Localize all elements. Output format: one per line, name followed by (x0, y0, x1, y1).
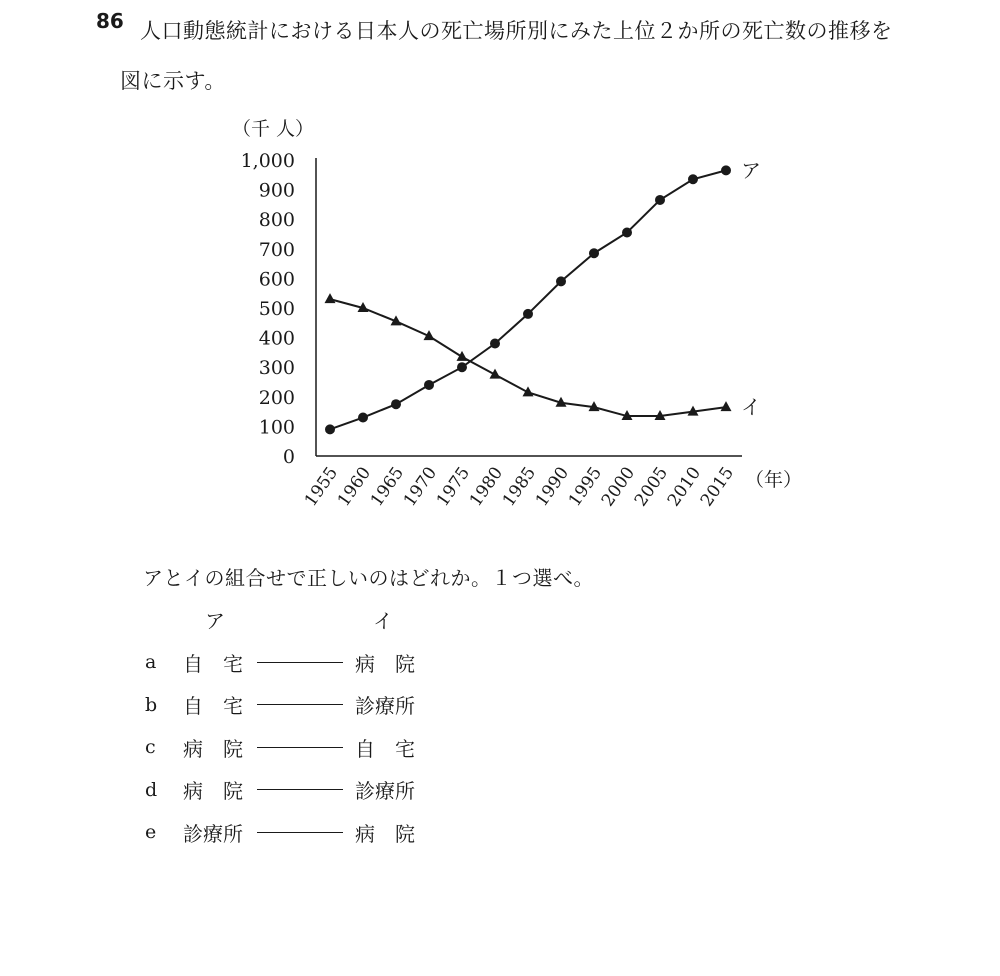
x-tick-label: 2015 (696, 463, 739, 511)
question-prompt: アとイの組合せで正しいのはどれか。１つ選べ。 (143, 566, 594, 590)
answer-option-c[interactable] (145, 732, 435, 762)
data-point-circle (556, 276, 566, 286)
option-choice-a: 自 宅 (183, 651, 243, 676)
x-tick-label: 1965 (366, 463, 409, 511)
data-point-circle (457, 362, 467, 372)
option-choice-b: 病 院 (355, 821, 415, 846)
y-tick-label: 100 (258, 416, 295, 439)
answer-option-b[interactable] (145, 690, 435, 720)
data-point-circle (358, 413, 368, 423)
x-tick-label: 1955 (300, 463, 343, 511)
y-tick-label: 500 (258, 298, 295, 320)
x-tick-label: 1985 (498, 463, 541, 511)
data-point-circle (688, 174, 698, 184)
data-point-circle (655, 195, 665, 205)
y-axis-label: （千 人） (232, 118, 315, 140)
option-letter: e (145, 821, 157, 843)
option-choice-b: 自 宅 (355, 736, 415, 761)
option-choice-a: 自 宅 (183, 694, 243, 718)
series-end-label: ア (741, 158, 761, 183)
data-point-triangle (721, 401, 732, 411)
y-tick-label: 0 (282, 446, 295, 468)
option-choice-b: 病 院 (355, 651, 415, 676)
y-tick-label: 300 (258, 357, 295, 380)
data-point-circle (424, 380, 434, 390)
y-tick-labels (241, 150, 295, 468)
option-connector-line (257, 789, 343, 790)
x-tick-label: 1980 (465, 463, 508, 511)
option-letter: b (145, 693, 158, 716)
data-point-triangle (325, 293, 336, 303)
x-tick-label: 1990 (531, 463, 574, 511)
x-tick-label: 2000 (597, 463, 640, 511)
y-tick-label: 600 (258, 268, 295, 291)
data-point-circle (523, 309, 533, 319)
question-text-line1: 人口動態統計における日本人の死亡場所別にみた上位２か所の死亡数の推移を (140, 19, 893, 43)
option-connector-line (257, 662, 343, 663)
x-axis-unit: （年） (745, 469, 803, 491)
data-point-circle (391, 399, 401, 409)
x-tick-label: 1960 (333, 463, 376, 511)
data-point-circle (622, 228, 632, 238)
x-tick-label: 1995 (564, 463, 607, 511)
x-tick-label: 1975 (432, 463, 475, 511)
y-tick-label: 900 (258, 179, 295, 202)
option-connector-line (257, 704, 343, 705)
option-letter: a (145, 651, 157, 673)
option-choice-b: 診療所 (355, 694, 415, 718)
answer-option-a[interactable] (145, 647, 435, 677)
data-point-circle (721, 165, 731, 175)
y-tick-label: 200 (258, 386, 295, 409)
answer-option-d[interactable] (145, 775, 435, 805)
data-point-circle (325, 424, 335, 434)
question-text-line2: 図に示す。 (120, 69, 226, 93)
options-header-a: ア (205, 609, 225, 633)
series-markers (325, 158, 762, 434)
data-point-circle (589, 248, 599, 258)
option-letter: d (145, 778, 158, 801)
y-tick-label: 800 (258, 209, 295, 232)
option-choice-a: 病 院 (183, 779, 243, 803)
data-point-circle (490, 339, 500, 349)
option-choice-b: 診療所 (355, 779, 415, 803)
y-tick-label: 700 (258, 238, 295, 261)
option-connector-line (257, 832, 343, 833)
y-tick-label: 400 (258, 327, 295, 350)
x-tick-label: 1970 (399, 463, 442, 511)
x-tick-label: 2005 (630, 463, 673, 511)
option-letter: c (145, 736, 156, 758)
option-connector-line (257, 747, 343, 748)
option-choice-a: 診療所 (183, 821, 243, 846)
question-number: 86 (96, 9, 124, 33)
option-choice-a: 病 院 (183, 736, 243, 761)
options-header-b: イ (373, 609, 393, 633)
y-tick-label: 1,000 (240, 150, 295, 172)
x-tick-label: 2010 (663, 463, 706, 511)
x-tick-labels (301, 463, 738, 510)
data-point-triangle (457, 351, 468, 361)
series-end-label: イ (741, 395, 761, 420)
answer-option-e[interactable] (145, 817, 435, 847)
